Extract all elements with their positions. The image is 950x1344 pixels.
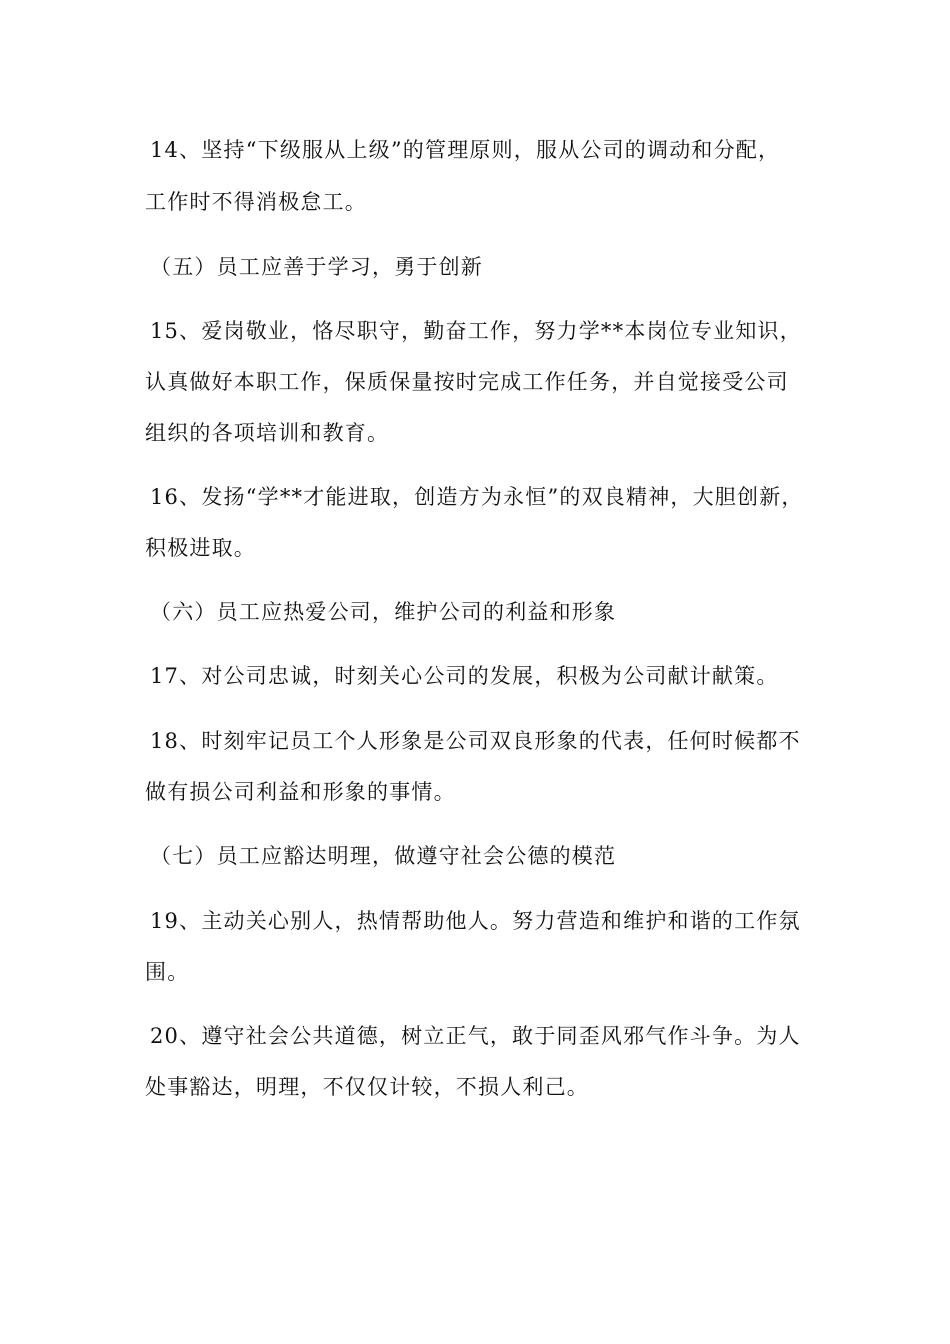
- item-16-line-1: 16、发扬“学**才能进取，创造方为永恒”的双良精神，大胆创新，: [150, 485, 804, 509]
- item-16-line-2: 积极进取。: [145, 536, 256, 560]
- item-19-line-1: 19、主动关心别人，热情帮助他人。努力营造和维护和谐的工作氛: [150, 909, 801, 933]
- item-18-line-2: 做有损公司利益和形象的事情。: [145, 780, 456, 804]
- section-heading-6: （六）员工应热爱公司，维护公司的利益和形象: [150, 600, 617, 624]
- item-14-line-1: 14、坚持“下级服从上级”的管理原则，服从公司的调动和分配，: [150, 138, 781, 162]
- item-17-line-1: 17、对公司忠诚，时刻关心公司的发展，积极为公司献计献策。: [150, 664, 779, 688]
- section-heading-7: （七）员工应豁达明理，做遵守社会公德的模范: [150, 844, 617, 868]
- item-20-line-2: 处事豁达，明理，不仅仅计较，不损人利己。: [145, 1075, 589, 1099]
- item-20-line-1: 20、遵守社会公共道德，树立正气，敢于同歪风邪气作斗争。为人: [150, 1024, 801, 1048]
- section-heading-5: （五）员工应善于学习，勇于创新: [150, 255, 483, 279]
- item-15-line-1: 15、爱岗敬业，恪尽职守，勤奋工作，努力学**本岗位专业知识，: [150, 319, 802, 343]
- item-14-line-2: 工作时不得消极怠工。: [145, 190, 367, 214]
- item-15-line-3: 组织的各项培训和教育。: [145, 421, 390, 445]
- item-18-line-1: 18、时刻牢记员工个人形象是公司双良形象的代表，任何时候都不: [150, 729, 801, 753]
- item-15-line-2: 认真做好本职工作，保质保量按时完成工作任务，并自觉接受公司: [145, 370, 789, 394]
- item-19-line-2: 围。: [145, 960, 190, 984]
